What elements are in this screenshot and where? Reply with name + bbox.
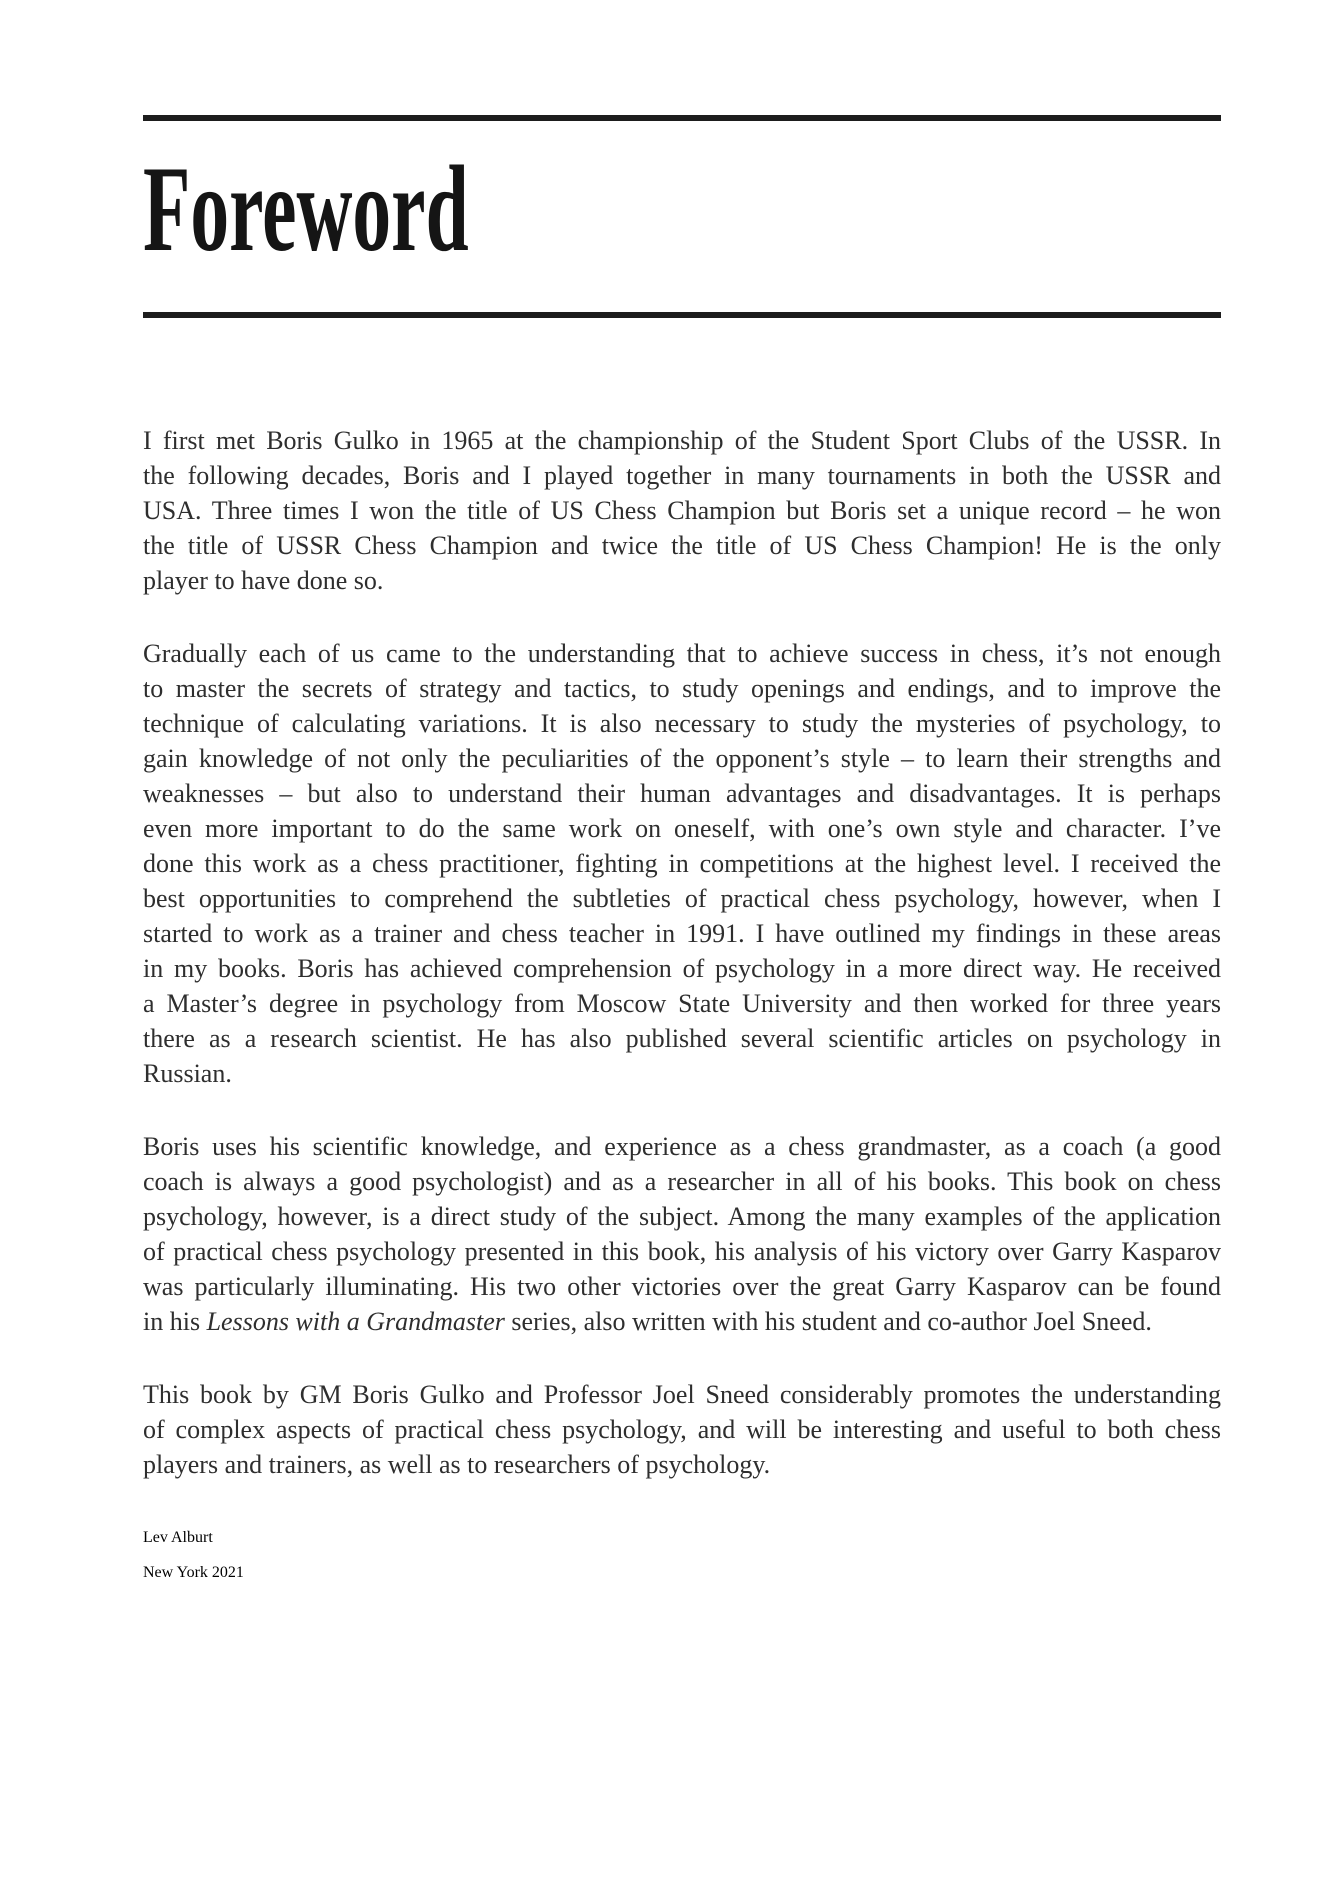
text-segment: of practical chess psychology presented in this book, his analysis of his victory over Garry Kasparov [143,1237,1221,1266]
text-line [143,1447,1221,1482]
text-segment: weaknesses – but also to understand their human advantages and disadvantages. It is perhaps [143,779,1221,808]
text-line [143,1412,1221,1447]
text-segment: Russian. [143,1059,232,1088]
text-line [143,1056,1221,1091]
page-title: Foreword [143,140,469,277]
text-segment: series, also written with his student and co-author Joel Sneed. [504,1307,1152,1336]
text-segment: started to work as a trainer and chess teacher in 1991. I have outlined my findings in these areas [143,919,1221,948]
text-segment: Boris uses his scientific knowledge, and experience as a chess grandmaster, as a coach (a good [143,1132,1221,1161]
text-segment: to master the secrets of strategy and tactics, to study openings and endings, and to improve the [143,674,1221,703]
text-line [143,776,1221,811]
foreword-body [143,423,1221,1482]
text-line [143,1304,1221,1339]
paragraph [143,423,1221,598]
text-segment: done this work as a chess practitioner, fighting in competitions at the highest level. I received the [143,849,1221,878]
text-segment: coach is always a good psychologist) and as a researcher in all of his books. This book on chess [143,1167,1221,1196]
text-segment: USA. Three times I won the title of US Chess Champion but Boris set a unique record – he won [143,496,1221,525]
text-line [143,1164,1221,1199]
text-segment: the following decades, Boris and I played together in many tournaments in both the USSR and [143,461,1221,490]
book-title-italic: Lessons with a Grandmaster [206,1307,505,1336]
text-line [143,1269,1221,1304]
text-segment: technique of calculating variations. It is also necessary to study the mysteries of psychology, to [143,709,1221,738]
text-segment: in his [143,1307,207,1336]
signature-place-year: New York 2021 [143,1564,244,1581]
text-segment: there as a research scientist. He has also published several scientific articles on psychology in [143,1024,1221,1053]
text-segment: gain knowledge of not only the peculiarities of the opponent’s style – to learn their strengths and [143,744,1221,773]
text-line [143,671,1221,706]
text-line [143,1129,1221,1164]
text-line [143,1234,1221,1269]
text-segment: Gradually each of us came to the understanding that to achieve success in chess, it’s not enough [143,639,1221,668]
signature [143,1520,1221,1590]
text-line [143,563,1221,598]
text-segment: was particularly illuminating. His two other victories over the great Garry Kasparov can be found [143,1272,1221,1301]
text-line [143,741,1221,776]
paragraph [143,1129,1221,1339]
text-segment: a Master’s degree in psychology from Moscow State University and then worked for three years [143,989,1221,1018]
top-rule [143,115,1221,121]
text-line [143,1199,1221,1234]
text-segment: player to have done so. [143,566,384,595]
text-line [143,881,1221,916]
text-line [143,458,1221,493]
bottom-rule [143,312,1221,318]
text-line [143,636,1221,671]
text-line [143,846,1221,881]
text-segment: the title of USSR Chess Champion and twice the title of US Chess Champion! He is the only [143,531,1221,560]
text-line [143,1377,1221,1412]
text-segment: psychology, however, is a direct study of the subject. Among the many examples of the application [143,1202,1221,1231]
paragraph [143,636,1221,1091]
text-line [143,916,1221,951]
text-line [143,706,1221,741]
paragraph [143,1377,1221,1482]
text-line [143,493,1221,528]
text-segment: even more important to do the same work on oneself, with one’s own style and character. I’ve [143,814,1221,843]
signature-name: Lev Alburt [143,1529,213,1546]
text-segment: best opportunities to comprehend the subtleties of practical chess psychology, however, when I [143,884,1221,913]
text-segment: This book by GM Boris Gulko and Professor Joel Sneed considerably promotes the understanding [143,1380,1221,1409]
page-content [143,0,1221,1590]
text-segment: players and trainers, as well as to researchers of psychology. [143,1450,771,1479]
text-segment: I first met Boris Gulko in 1965 at the championship of the Student Sport Clubs of the USSR. In [143,426,1221,455]
text-line [143,423,1221,458]
text-segment: of complex aspects of practical chess psychology, and will be interesting and useful to both chess [143,1415,1221,1444]
text-line [143,951,1221,986]
text-line [143,986,1221,1021]
text-line [143,1021,1221,1056]
text-line [143,811,1221,846]
text-line [143,528,1221,563]
text-segment: in my books. Boris has achieved comprehension of psychology in a more direct way. He received [143,954,1221,983]
